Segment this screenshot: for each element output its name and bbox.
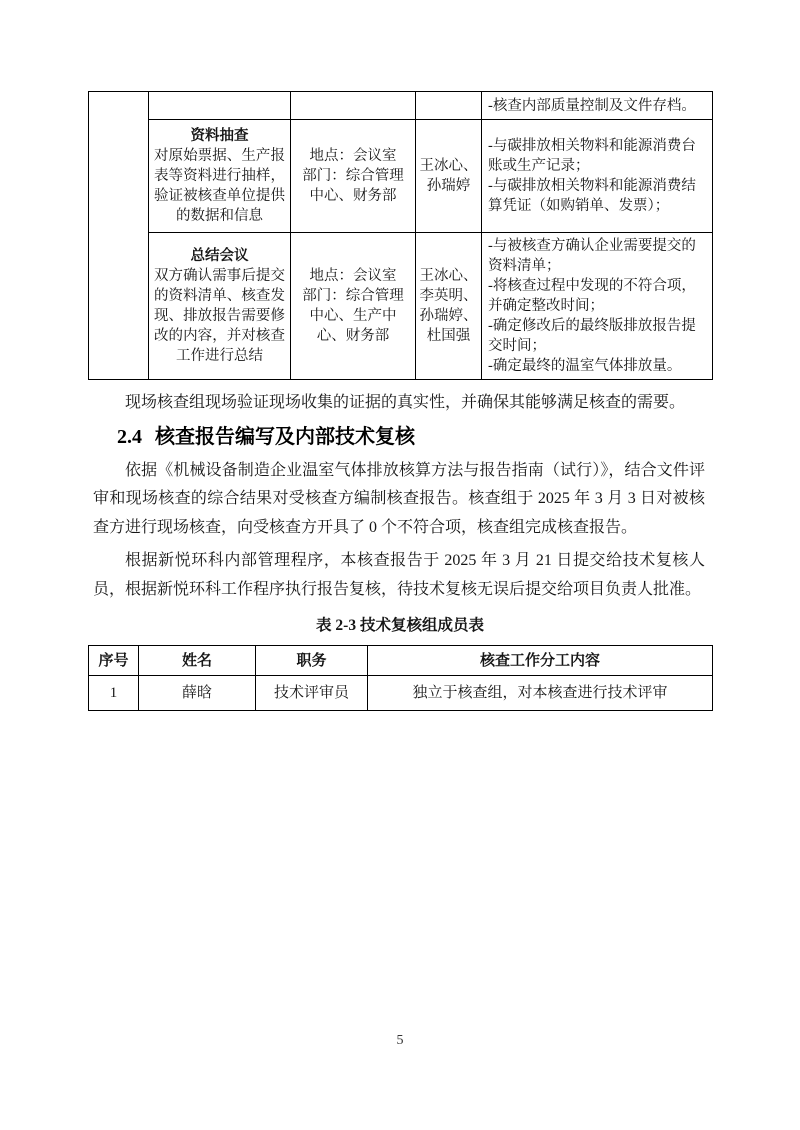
location-line: 地点：会议室 (309, 268, 397, 284)
section-number: 2.4 (117, 425, 142, 448)
table-cell-location-empty (291, 92, 416, 120)
header-name: 姓名 (139, 646, 256, 676)
header-position: 职务 (256, 646, 368, 676)
table-header-row (89, 646, 713, 676)
technical-review-team-table (88, 645, 713, 711)
location-line: 地点：会议室 (309, 148, 397, 164)
table-cell-outputs (482, 233, 713, 380)
table-cell-location (291, 233, 416, 380)
department-line: 部门：综合管理中心、生产中心、财务部 (302, 288, 404, 344)
table-row (89, 233, 713, 380)
department-line: 部门：综合管理中心、财务部 (302, 168, 404, 204)
section-heading (117, 422, 712, 452)
output-item: -将核查过程中发现的不符合项，并确定整改时间； (488, 278, 696, 314)
output-item: -与碳排放相关物料和能源消费台账或生产记录； (488, 138, 696, 174)
output-item: -与碳排放相关物料和能源消费结算凭证（如购销单、发票）； (488, 178, 696, 214)
page-content (88, 91, 712, 711)
table-cell-location (291, 120, 416, 233)
table-cell-left-empty (89, 92, 149, 380)
output-item: -确定最终的温室气体排放量。 (488, 358, 682, 374)
section-title: 核查报告编写及内部技术复核 (155, 425, 415, 448)
table-cell-participants: 王冰心、孙瑞婷 (416, 120, 482, 233)
paragraph-site-evidence: 现场核查组现场验证现场收集的证据的真实性，并确保其能够满足核查的需要。 (125, 394, 686, 411)
page-number: 5 (396, 1033, 404, 1048)
paragraph-report-compilation: 依据《机械设备制造企业温室气体排放核算方法与报告指南（试行）》，结合文件评审和现场核查的综合结果对受核查方编制核查报告。核查组于 2025 年 3 月 3 日对被核查方进行现场核查，向受核查方开具了 0 个不符合项，核查组完成核查报告。 (93, 461, 705, 536)
header-work-division: 核查工作分工内容 (368, 646, 713, 676)
table-cell-participants: 王冰心、李英明、孙瑞婷、杜国强 (416, 233, 482, 380)
paragraph-internal-review: 根据新悦环科内部管理程序，本核查报告于 2025 年 3 月 21 日提交给技术复核人员，根据新悦环科工作程序执行报告复核，待技术复核无误后提交给项目负责人批准。 (93, 552, 705, 598)
cell-name: 薛晗 (139, 676, 256, 711)
activity-description: 双方确认需事后提交的资料清单、核查发现、排放报告需要修改的内容，并对核查工作进行总结 (154, 268, 285, 364)
header-serial-number: 序号 (89, 646, 139, 676)
table-cell-outputs (482, 92, 713, 120)
table-cell-outputs (482, 120, 713, 233)
activity-title: 总结会议 (190, 248, 249, 264)
cell-serial-number: 1 (89, 676, 139, 711)
table-cell-activity (149, 120, 291, 233)
verification-activities-table (88, 91, 713, 380)
output-item: -确定修改后的最终版排放报告提交时间； (488, 318, 696, 354)
table-cell-activity-empty (149, 92, 291, 120)
activity-title: 资料抽查 (190, 128, 249, 144)
table-caption: 表 2-3 技术复核组成员表 (316, 617, 484, 634)
output-item: -核查内部质量控制及文件存档。 (488, 97, 696, 114)
cell-work-division: 独立于核查组，对本核查进行技术评审 (368, 676, 713, 711)
table-row (89, 120, 713, 233)
output-item: -与被核查方确认企业需要提交的资料清单； (488, 238, 696, 274)
table-cell-activity (149, 233, 291, 380)
table-row (89, 92, 713, 120)
table-row (89, 676, 713, 711)
cell-position: 技术评审员 (256, 676, 368, 711)
table-cell-participants-empty (416, 92, 482, 120)
activity-description: 对原始票据、生产报表等资料进行抽样，验证被核查单位提供的数据和信息 (154, 148, 285, 224)
